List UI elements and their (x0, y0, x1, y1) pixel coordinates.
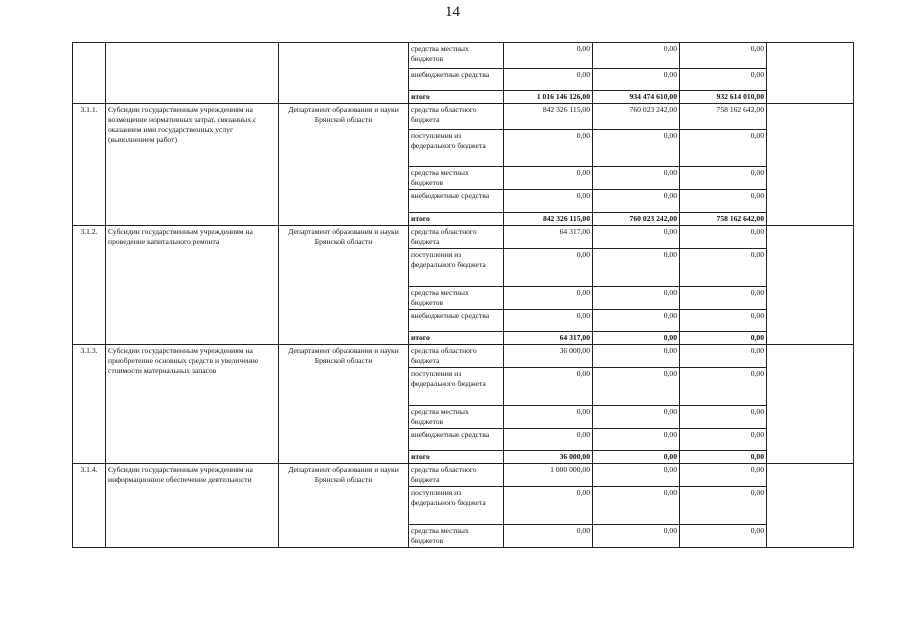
value-year-3: 0,00 (680, 345, 767, 368)
value-year-1: 0,00 (504, 287, 593, 310)
item-number: 3.1.4. (73, 464, 106, 548)
value-year-2: 0,00 (593, 249, 680, 287)
funding-source: средства областного бюджета (409, 104, 504, 130)
page-number: 14 (445, 4, 460, 20)
value-year-2: 0,00 (593, 130, 680, 167)
value-year-1: 0,00 (504, 406, 593, 429)
item-number: 3.1.2. (73, 226, 106, 345)
value-year-1: 64 317,00 (504, 226, 593, 249)
table-row (73, 345, 854, 368)
value-year-2: 0,00 (593, 429, 680, 451)
value-year-2: 0,00 (593, 406, 680, 429)
value-year-1: 1 000 000,00 (504, 464, 593, 487)
value-year-3: 0,00 (680, 429, 767, 451)
value-year-3: 0,00 (680, 287, 767, 310)
value-year-2: 0,00 (593, 332, 680, 345)
funding-source: итого (409, 91, 504, 104)
funding-source: средства областного бюджета (409, 464, 504, 487)
value-year-1: 0,00 (504, 487, 593, 525)
value-year-1: 0,00 (504, 69, 593, 91)
value-year-1: 0,00 (504, 130, 593, 167)
value-year-2: 0,00 (593, 464, 680, 487)
value-year-1: 1 016 146 126,00 (504, 91, 593, 104)
funding-source: средства областного бюджета (409, 345, 504, 368)
empty-note-cell (767, 104, 854, 226)
funding-source: поступления из федерального бюджета (409, 368, 504, 406)
value-year-1: 842 326 115,00 (504, 213, 593, 226)
value-year-3: 0,00 (680, 226, 767, 249)
item-name (106, 43, 279, 104)
item-executor: Департамент образования и науки Брянской области (279, 345, 409, 464)
item-number (73, 43, 106, 104)
funding-source: средства местных бюджетов (409, 525, 504, 548)
value-year-3: 0,00 (680, 310, 767, 332)
funding-source: поступления из федерального бюджета (409, 487, 504, 525)
funding-source: поступления из федерального бюджета (409, 249, 504, 287)
value-year-3: 0,00 (680, 368, 767, 406)
value-year-1: 0,00 (504, 43, 593, 69)
item-name: Субсидии государственным учреждениям на информационное обеспечение деятельности (106, 464, 279, 548)
table-row (73, 104, 854, 130)
value-year-1: 0,00 (504, 167, 593, 190)
funding-source: внебюджетные средства (409, 429, 504, 451)
value-year-3: 0,00 (680, 167, 767, 190)
funding-source: внебюджетные средства (409, 310, 504, 332)
value-year-1: 0,00 (504, 525, 593, 548)
value-year-3: 0,00 (680, 43, 767, 69)
value-year-2: 0,00 (593, 368, 680, 406)
value-year-1: 36 000,00 (504, 451, 593, 464)
item-executor: Департамент образования и науки Брянской области (279, 226, 409, 345)
funding-source: внебюджетные средства (409, 190, 504, 213)
value-year-2: 0,00 (593, 226, 680, 249)
value-year-2: 0,00 (593, 43, 680, 69)
value-year-2: 760 023 242,00 (593, 213, 680, 226)
empty-note-cell (767, 464, 854, 548)
value-year-3: 0,00 (680, 249, 767, 287)
value-year-3: 0,00 (680, 487, 767, 525)
value-year-2: 0,00 (593, 451, 680, 464)
table-row (73, 464, 854, 487)
value-year-1: 842 326 115,00 (504, 104, 593, 130)
value-year-1: 0,00 (504, 249, 593, 287)
value-year-1: 0,00 (504, 429, 593, 451)
item-number: 3.1.3. (73, 345, 106, 464)
funding-source: средства местных бюджетов (409, 43, 504, 69)
value-year-3: 758 162 642,00 (680, 104, 767, 130)
funding-source: итого (409, 451, 504, 464)
value-year-3: 0,00 (680, 451, 767, 464)
empty-note-cell (767, 345, 854, 464)
empty-note-cell (767, 226, 854, 345)
item-executor: Департамент образования и науки Брянской области (279, 464, 409, 548)
value-year-3: 0,00 (680, 525, 767, 548)
funding-source: средства областного бюджета (409, 226, 504, 249)
funding-source: средства местных бюджетов (409, 167, 504, 190)
value-year-2: 0,00 (593, 345, 680, 368)
value-year-3: 758 162 642,00 (680, 213, 767, 226)
funding-source: средства местных бюджетов (409, 406, 504, 429)
value-year-2: 0,00 (593, 167, 680, 190)
value-year-2: 934 474 610,00 (593, 91, 680, 104)
value-year-3: 932 614 010,00 (680, 91, 767, 104)
budget-table (72, 42, 854, 548)
value-year-2: 0,00 (593, 487, 680, 525)
value-year-1: 36 000,00 (504, 345, 593, 368)
value-year-2: 760 023 242,00 (593, 104, 680, 130)
item-name: Субсидии государственным учреждениям на возмещение нормативных затрат, связанных с оказанием ими государственных услуг (выполнением работ) (106, 104, 279, 226)
funding-source: итого (409, 213, 504, 226)
value-year-3: 0,00 (680, 332, 767, 345)
value-year-2: 0,00 (593, 190, 680, 213)
item-name: Субсидии государственным учреждениям на приобретение основных средств и увеличение стоимости материальных запасов (106, 345, 279, 464)
empty-note-cell (767, 43, 854, 104)
value-year-2: 0,00 (593, 69, 680, 91)
item-name: Субсидии государственным учреждениям на проведение капитального ремонта (106, 226, 279, 345)
value-year-1: 0,00 (504, 368, 593, 406)
table-row (73, 43, 854, 69)
funding-source: внебюджетные средства (409, 69, 504, 91)
budget-table-body (73, 43, 854, 548)
item-executor: Департамент образования и науки Брянской области (279, 104, 409, 226)
value-year-1: 0,00 (504, 190, 593, 213)
value-year-1: 64 317,00 (504, 332, 593, 345)
value-year-3: 0,00 (680, 406, 767, 429)
value-year-3: 0,00 (680, 464, 767, 487)
value-year-2: 0,00 (593, 525, 680, 548)
item-number: 3.1.1. (73, 104, 106, 226)
value-year-2: 0,00 (593, 287, 680, 310)
item-executor (279, 43, 409, 104)
value-year-3: 0,00 (680, 69, 767, 91)
funding-source: средства местных бюджетов (409, 287, 504, 310)
value-year-2: 0,00 (593, 310, 680, 332)
funding-source: итого (409, 332, 504, 345)
funding-source: поступления из федерального бюджета (409, 130, 504, 167)
value-year-3: 0,00 (680, 190, 767, 213)
value-year-1: 0,00 (504, 310, 593, 332)
value-year-3: 0,00 (680, 130, 767, 167)
table-row (73, 226, 854, 249)
